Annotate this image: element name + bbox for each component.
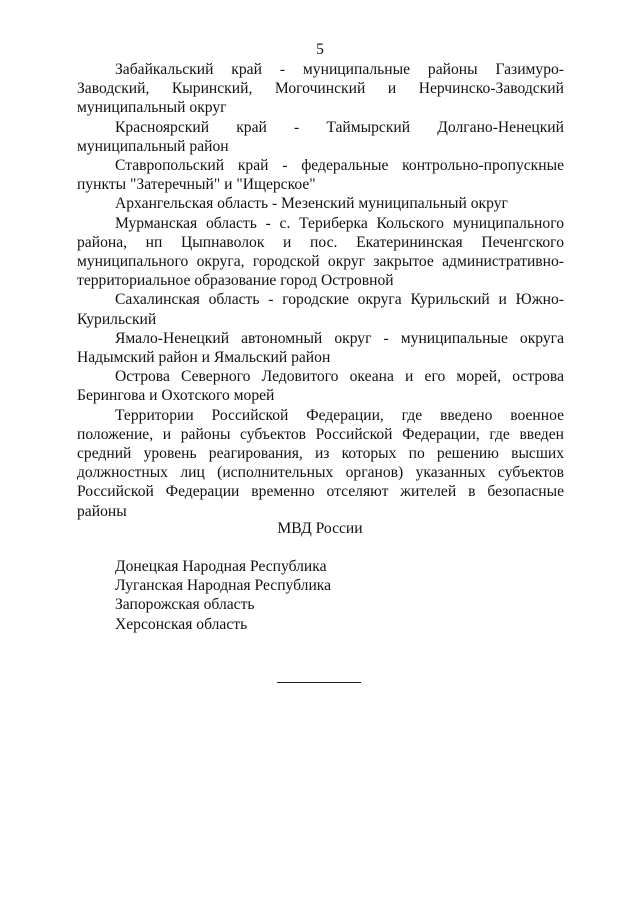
paragraph-martial-law-territories: Территории Российской Федерации, где введено военное положение, и районы субъектов Российской Федерации, где введен средний уровень реагирования, из которых по решению высших должностных лиц (исполнительных органов) указанных субъектов Российской Федерации временно отселяют жителей в безопасные районы (77, 406, 564, 520)
paragraph-krasnoyarsky: Красноярский край - Таймырский Долгано-Ненецкий муниципальный район (77, 118, 564, 155)
paragraph-murmanskaya: Мурманская область - с. Териберка Кольского муниципального района, нп Цыпнаволок и пос. Екатерининская Печенгского муниципального округа, городской округ закрытое административно-территориальное образование город Островной (77, 214, 564, 290)
list-item: Донецкая Народная Республика (115, 558, 327, 575)
list-item: Луганская Народная Республика (115, 577, 332, 595)
section-heading-mvd: МВД России (277, 520, 363, 537)
end-separator-line (277, 682, 361, 683)
paragraph-yamalo-nenetsky: Ямало-Ненецкий автономный округ - муниципальные округа Надымский район и Ямальский район (77, 329, 564, 367)
paragraph-stavropolsky: Ставропольский край - федеральные контрольно-пропускные пункты "Затеречный" и "Ищерское" (77, 157, 564, 194)
list-item: Херсонская область (115, 615, 248, 633)
paragraph-arkhangelskaya: Архангельская область - Мезенский муниципальный округ (115, 195, 508, 213)
territory-list-body (77, 60, 564, 521)
page-number: 5 (316, 41, 324, 58)
paragraph-zabaikalsky: Забайкальский край - муниципальные районы Газимуро-Заводский, Кыринский, Могочинский и Нерчинско-Заводский муниципальный округ (77, 61, 564, 117)
paragraph-sakhalinskaya: Сахалинская область - городские округа Курильский и Южно-Курильский (77, 291, 564, 328)
mvd-region-list (115, 557, 331, 634)
paragraph-arctic-islands: Острова Северного Ледовитого океана и его морей, острова Берингова и Охотского морей (77, 368, 564, 405)
list-item: Запорожская область (115, 596, 255, 614)
